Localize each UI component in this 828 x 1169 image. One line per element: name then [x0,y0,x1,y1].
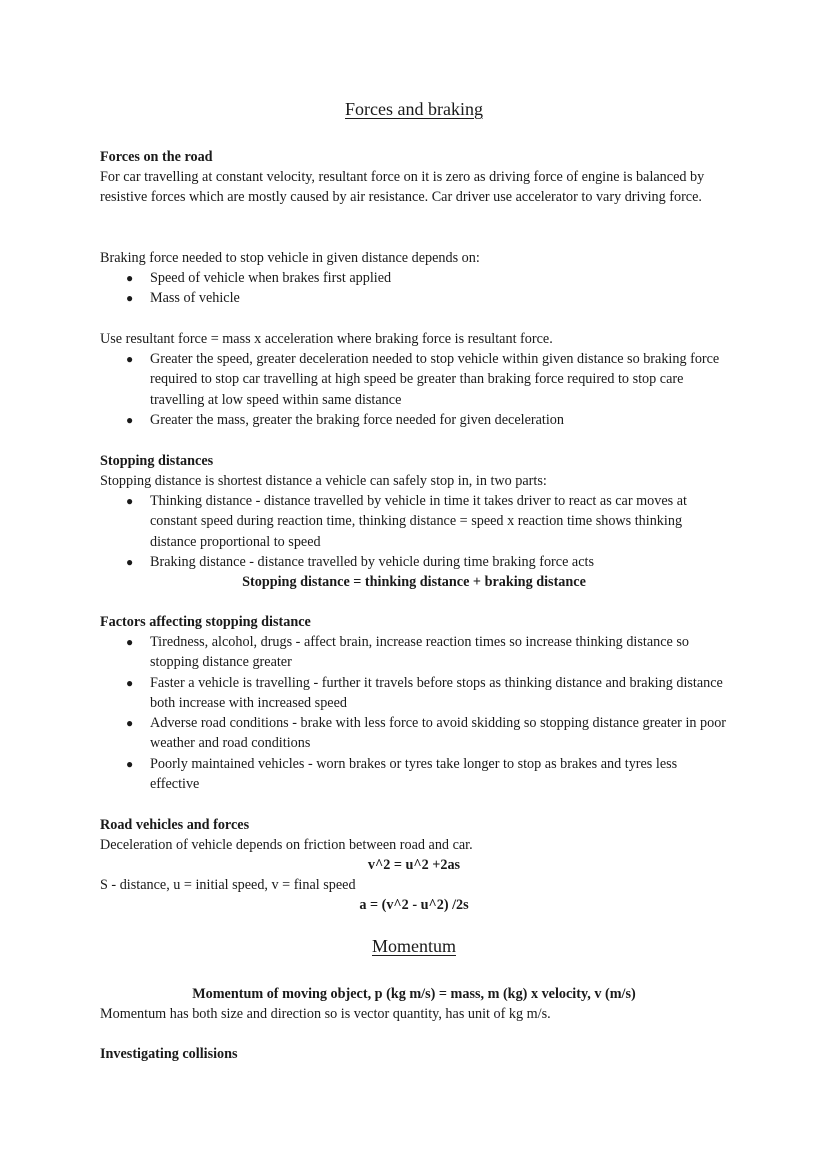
paragraph-variables: S - distance, u = initial speed, v = final speed [100,877,356,893]
bullet-icon: ● [126,271,134,285]
bullet-list-braking-factors [100,268,728,309]
section-heading-stopping-distances: Stopping distances [100,453,214,469]
bullet-icon: ● [126,716,134,731]
section-heading-road-vehicles: Road vehicles and forces [100,817,250,833]
bullet-icon: ● [126,675,134,690]
bullet-icon: ● [126,756,134,771]
bullet-list-factors [100,632,728,794]
bullet-icon: ● [126,352,134,366]
bullet-icon: ● [126,494,134,508]
paragraph-deceleration: Deceleration of vehicle depends on friction between road and car. [100,837,473,853]
paragraph-braking-intro: Braking force needed to stop vehicle in given distance depends on: [100,250,480,266]
list-item: ● Greater the mass, greater the braking force needed for given deceleration [100,410,728,430]
section-heading-forces-on-road: Forces on the road [100,149,213,165]
list-item: ● Poorly maintained vehicles - worn brakes or tyres take longer to stop as brakes and tyres less effective [126,755,678,793]
stopping-distance-formula: Stopping distance = thinking distance + braking distance [242,574,586,590]
list-item: ● Adverse road conditions - brake with less force to avoid skidding so stopping distance greater in poor weather and road conditions [126,715,727,752]
section-heading-collisions: Investigating collisions [100,1046,238,1062]
list-item: ● Thinking distance - distance travelled by vehicle in time it takes driver to react as car moves at constant speed during reaction time, thinking distance = speed x reaction time shows thinking distance proportional to speed [126,493,687,550]
equation-acceleration: a = (v^2 - u^2) /2s [359,897,469,913]
equation-suvat: v^2 = u^2 +2as [367,857,461,873]
bullet-icon: ● [126,291,134,306]
page-title: Forces and braking [345,99,483,119]
paragraph-resultant-force: Use resultant force = mass x acceleration where braking force is resultant force. [100,331,553,347]
list-item: ● Mass of vehicle [100,288,728,308]
list-item: ● Faster a vehicle is travelling - further it travels before stops as thinking distance and braking distance both increase with increased speed [126,674,723,711]
list-item: ● Speed of vehicle when brakes first applied [100,268,728,288]
bullet-icon: ● [126,635,134,649]
list-item: ● Greater the speed, greater deceleration needed to stop vehicle within given distance so braking force required to stop car travelling at high speed be greater than braking force required to stop care travelling at low speed within same distance [126,351,720,408]
list-item: ● Braking distance - distance travelled by vehicle during time braking force acts [100,552,728,572]
bullet-list-stopping-parts [100,491,728,572]
section-heading-factors: Factors affecting stopping distance [100,614,311,630]
paragraph-forces-on-road: For car travelling at constant velocity, resultant force on it is zero as driving force of engine is balanced by resistive forces which are mostly caused by air resistance. Car driver use accelerator to vary driving force. [100,169,705,206]
bullet-icon: ● [126,554,134,569]
momentum-formula: Momentum of moving object, p (kg m/s) = mass, m (kg) x velocity, v (m/s) [192,986,636,1002]
momentum-title: Momentum [372,936,456,956]
paragraph-stopping-intro: Stopping distance is shortest distance a vehicle can safely stop in, in two parts: [100,473,547,489]
bullet-list-speed-mass [100,349,728,430]
bullet-icon: ● [126,412,134,427]
list-item: ● Tiredness, alcohol, drugs - affect brain, increase reaction times so increase thinking distance so stopping distance greater [126,634,689,671]
paragraph-momentum: Momentum has both size and direction so is vector quantity, has unit of kg m/s. [100,1006,551,1022]
